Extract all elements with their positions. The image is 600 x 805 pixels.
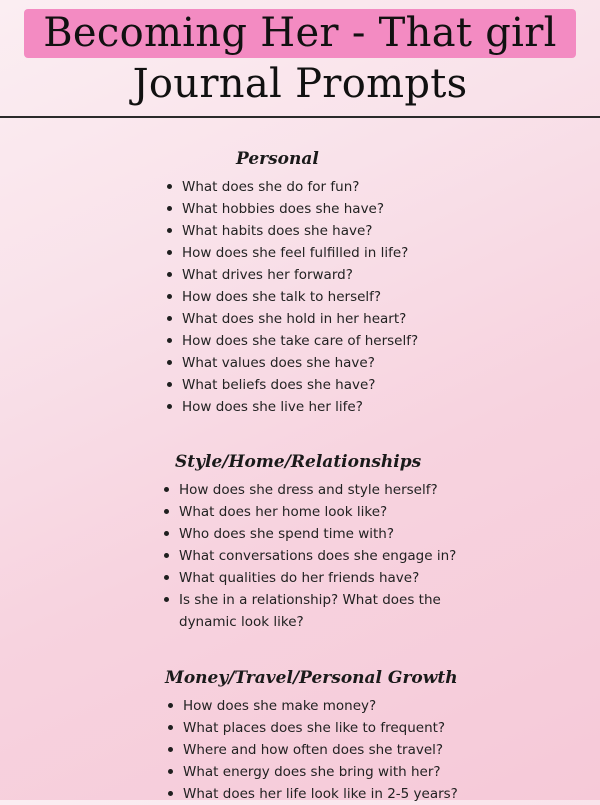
bullet-icon xyxy=(164,509,169,514)
list-item xyxy=(164,396,418,418)
prompt-text: What does she do for fun? xyxy=(182,179,360,195)
prompt-text: What energy does she bring with her? xyxy=(183,764,441,780)
bullet-icon xyxy=(167,294,172,299)
prompt-text: How does she make money? xyxy=(183,698,377,714)
list-item xyxy=(161,567,469,589)
prompt-text: What conversations does she engage in? xyxy=(179,548,457,564)
bullet-icon xyxy=(164,597,169,602)
list-item xyxy=(165,695,458,717)
bullet-icon xyxy=(167,382,172,387)
section-heading: Style/Home/Relationships xyxy=(175,452,422,472)
prompt-text: How does she feel fulfilled in life? xyxy=(182,245,409,261)
bullet-icon xyxy=(164,553,169,558)
bullet-icon xyxy=(167,206,172,211)
section-heading: Personal xyxy=(236,149,319,169)
prompt-text: What does her life look like in 2-5 years? xyxy=(183,786,458,802)
title-divider xyxy=(0,116,600,118)
prompt-list xyxy=(164,176,418,418)
bullet-icon xyxy=(168,791,173,796)
prompt-text: Is she in a relationship? What does the dynamic look like? xyxy=(179,592,441,630)
list-item xyxy=(164,198,418,220)
prompt-text: What places does she like to frequent? xyxy=(183,720,446,736)
list-item xyxy=(164,220,418,242)
list-item xyxy=(164,308,418,330)
prompt-text: What habits does she have? xyxy=(182,223,373,239)
list-item xyxy=(161,523,469,545)
list-item xyxy=(165,783,458,805)
bullet-icon xyxy=(167,316,172,321)
bullet-icon xyxy=(167,272,172,277)
prompt-text: How does she live her life? xyxy=(182,399,363,415)
bullet-icon xyxy=(167,184,172,189)
bullet-icon xyxy=(167,404,172,409)
prompt-list xyxy=(165,695,458,805)
prompt-text: What values does she have? xyxy=(182,355,375,371)
prompt-text: What drives her forward? xyxy=(182,267,353,283)
prompt-text: What beliefs does she have? xyxy=(182,377,376,393)
list-item xyxy=(164,242,418,264)
list-item xyxy=(165,761,458,783)
bullet-icon xyxy=(168,747,173,752)
prompt-text: What does her home look like? xyxy=(179,504,388,520)
bullet-icon xyxy=(167,250,172,255)
list-item xyxy=(164,286,418,308)
list-item xyxy=(165,739,458,761)
list-item xyxy=(161,479,469,501)
bullet-icon xyxy=(168,725,173,730)
list-item xyxy=(164,352,418,374)
list-item xyxy=(164,374,418,396)
page-subtitle: Journal Prompts xyxy=(132,61,468,107)
list-item xyxy=(164,330,418,352)
prompt-text: What hobbies does she have? xyxy=(182,201,385,217)
section-personal xyxy=(164,148,418,418)
prompt-text: Where and how often does she travel? xyxy=(183,742,444,758)
list-item xyxy=(161,589,469,633)
bullet-icon xyxy=(164,531,169,536)
bullet-icon xyxy=(167,228,172,233)
section-heading: Money/Travel/Personal Growth xyxy=(165,668,458,688)
prompt-text: Who does she spend time with? xyxy=(179,526,395,542)
page-title: Becoming Her - That girl xyxy=(43,10,557,56)
list-item xyxy=(164,176,418,198)
prompt-text: What does she hold in her heart? xyxy=(182,311,407,327)
prompt-list xyxy=(161,479,469,633)
bullet-icon xyxy=(168,769,173,774)
list-item xyxy=(161,545,469,567)
bullet-icon xyxy=(164,487,169,492)
prompt-text: How does she dress and style herself? xyxy=(179,482,438,498)
bullet-icon xyxy=(167,360,172,365)
bullet-icon xyxy=(168,703,173,708)
bullet-icon xyxy=(164,575,169,580)
bullet-icon xyxy=(167,338,172,343)
prompt-text: What qualities do her friends have? xyxy=(179,570,420,586)
section-money-travel-growth xyxy=(165,667,458,805)
section-style-home-relationships xyxy=(161,451,469,633)
prompt-text: How does she talk to herself? xyxy=(182,289,382,305)
list-item xyxy=(161,501,469,523)
prompt-text: How does she take care of herself? xyxy=(182,333,419,349)
list-item xyxy=(164,264,418,286)
list-item xyxy=(165,717,458,739)
